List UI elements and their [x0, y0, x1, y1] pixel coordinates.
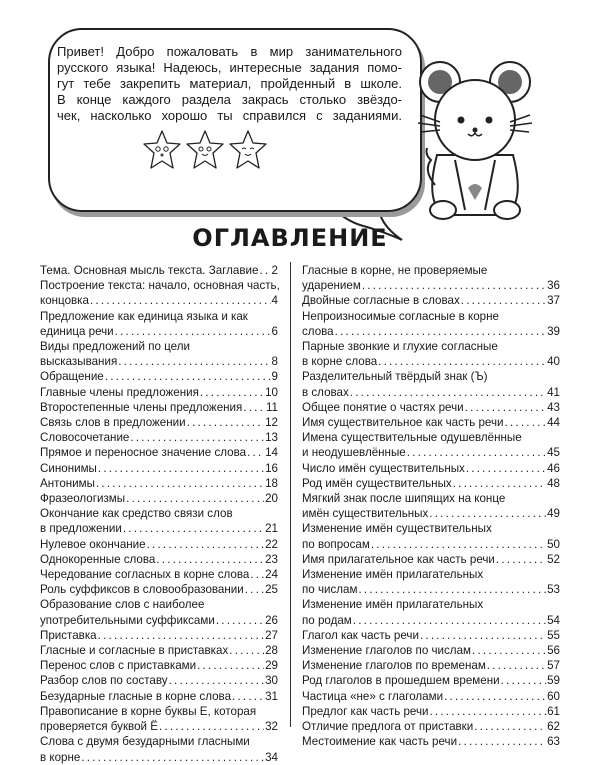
toc-entry[interactable] — [40, 278, 278, 308]
toc-entry[interactable] — [40, 628, 278, 643]
toc-entry-line — [302, 476, 560, 491]
toc-page-number: 54 — [547, 613, 560, 627]
star-icon — [187, 131, 223, 168]
toc-entry[interactable] — [302, 293, 560, 308]
column-divider — [290, 262, 291, 727]
dot-leader — [444, 689, 546, 704]
intro-line: русского языка! Надеюсь, интересные задания помо- — [57, 60, 402, 75]
toc-page-number: 10 — [265, 385, 278, 399]
toc-entry[interactable] — [302, 734, 560, 749]
toc-entry-line — [40, 658, 278, 673]
dot-leader — [98, 628, 264, 643]
toc-left-column — [40, 263, 278, 765]
toc-entry-line — [40, 734, 278, 749]
toc-entry-title: Разбор слов по составу — [40, 674, 168, 688]
toc-entry-line — [40, 750, 278, 765]
dot-leader — [105, 369, 271, 384]
toc-entry-line — [302, 263, 560, 278]
toc-page-number: 14 — [265, 446, 278, 460]
toc-page-number: 49 — [547, 507, 560, 521]
toc-entry-line — [40, 567, 278, 582]
dot-leader — [466, 461, 546, 476]
toc-entry[interactable] — [302, 658, 560, 673]
toc-entry-title: Нулевое окончание — [40, 537, 146, 551]
dot-leader — [187, 415, 264, 430]
toc-entry-title: Чередование согласных в корне слова — [40, 568, 250, 582]
toc-entry-line — [302, 461, 560, 476]
toc-entry-title: Имя существительное как часть речи — [302, 416, 504, 430]
toc-entry-title: Предложение как единица языка и как — [40, 309, 248, 323]
toc-entry[interactable] — [40, 400, 278, 415]
dot-leader — [98, 461, 264, 476]
toc-entry-title: Имя прилагательное как часть речи — [302, 552, 495, 566]
dot-leader — [156, 552, 264, 567]
toc-entry-title: Антонимы — [40, 476, 95, 490]
toc-entry[interactable] — [302, 369, 560, 399]
toc-entry[interactable] — [302, 597, 560, 627]
toc-entry-line — [302, 597, 560, 612]
toc-page-number: 57 — [547, 659, 560, 673]
toc-entry[interactable] — [40, 567, 278, 582]
toc-page-number: 24 — [265, 568, 278, 582]
toc-entry[interactable] — [40, 689, 278, 704]
toc-entry[interactable] — [40, 385, 278, 400]
toc-entry[interactable] — [40, 339, 278, 369]
toc-entry-line — [40, 278, 278, 293]
toc-entry[interactable] — [40, 491, 278, 506]
toc-entry[interactable] — [302, 567, 560, 597]
dot-leader — [496, 552, 546, 567]
toc-entry-title: по родам — [302, 613, 352, 627]
toc-entry-title: Отличие предлога от приставки — [302, 720, 474, 734]
toc-page-number: 27 — [265, 628, 278, 642]
toc-entry-title: Изменение имён прилагательных — [302, 598, 484, 612]
toc-entry-line — [40, 628, 278, 643]
toc-entry-line — [40, 643, 278, 658]
toc-page-number: 60 — [547, 689, 560, 703]
toc-entry-title: Изменение глаголов по временам — [302, 659, 486, 673]
toc-entry-title: Прямое и переносное значение слова — [40, 446, 247, 460]
toc-page-number: 40 — [547, 355, 560, 369]
toc-page-number: 21 — [265, 522, 278, 536]
toc-page-number: 36 — [547, 279, 560, 293]
toc-page-number: 62 — [547, 720, 560, 734]
toc-entry-line — [40, 309, 278, 324]
toc-entry-line — [40, 582, 278, 597]
toc-entry[interactable] — [302, 309, 560, 339]
toc-entry-line — [302, 415, 560, 430]
toc-page-number: 12 — [265, 416, 278, 430]
dot-leader — [353, 613, 546, 628]
toc-page-number: 32 — [265, 720, 278, 734]
toc-page-number: 63 — [547, 735, 560, 749]
dot-leader — [259, 263, 270, 278]
toc-entry-title: высказывания — [40, 355, 118, 369]
toc-entry-title: имён существительных — [302, 507, 429, 521]
toc-page-number: 56 — [547, 644, 560, 658]
intro-text — [57, 44, 402, 124]
mouse-illustration — [415, 60, 535, 225]
toc-entry-title: Образование слов с наиболее — [40, 598, 205, 612]
toc-entry-line — [302, 704, 560, 719]
dot-leader — [197, 658, 264, 673]
rating-stars — [142, 128, 267, 174]
dot-leader — [378, 354, 546, 369]
toc-entry-title: Правописание в корне буквы Е, которая — [40, 704, 257, 718]
toc-page-number: 50 — [547, 537, 560, 551]
dot-leader — [362, 278, 546, 293]
toc-entry-line — [302, 506, 560, 521]
dot-leader — [232, 689, 264, 704]
toc-entry-title: Частица «не» с глаголами — [302, 689, 444, 703]
toc-page-number: 43 — [547, 400, 560, 414]
toc-page-number: 2 — [271, 264, 278, 277]
dot-leader — [130, 430, 264, 445]
toc-page-number: 39 — [547, 324, 560, 338]
toc-entry-line — [302, 643, 560, 658]
toc-entry-line — [302, 430, 560, 445]
toc-entry-title: Имена существительные одушевлённые — [302, 431, 522, 445]
toc-entry[interactable] — [40, 537, 278, 552]
toc-entry-title: Число имён существительных — [302, 461, 465, 475]
dot-leader — [472, 643, 546, 658]
toc-entry-title: Предлог как часть речи — [302, 704, 429, 718]
toc-entry-line — [40, 689, 278, 704]
toc-entry-title: Общее понятие о частях речи — [302, 400, 464, 414]
toc-entry-line — [40, 704, 278, 719]
toc-page-number: 8 — [271, 355, 278, 369]
toc-entry-line — [40, 354, 278, 369]
toc-entry-title: и неодушевлённые — [302, 446, 406, 460]
toc-entry-line — [302, 719, 560, 734]
toc-entry-line — [40, 719, 278, 734]
toc-entry-line — [302, 567, 560, 582]
dot-leader — [81, 750, 264, 765]
toc-entry-line — [302, 658, 560, 673]
toc-page-number: 55 — [547, 628, 560, 642]
toc-entry-line — [40, 537, 278, 552]
toc-entry-line — [40, 521, 278, 536]
dot-leader — [371, 537, 546, 552]
toc-entry-line — [40, 552, 278, 567]
toc-page-number: 44 — [547, 416, 560, 430]
toc-entry-title: Гласные в корне, не проверяемые — [302, 264, 488, 277]
toc-entry-line — [40, 400, 278, 415]
toc-entry-line — [40, 385, 278, 400]
intro-line: Привет! Добро пожаловать в мир занимательного — [57, 44, 402, 59]
toc-entry[interactable] — [40, 263, 278, 278]
toc-entry[interactable] — [302, 521, 560, 551]
dot-leader — [461, 293, 546, 308]
intro-line: В конце каждого раздела закрась столько звёздо- — [57, 92, 402, 107]
dot-leader — [126, 491, 264, 506]
toc-entry[interactable] — [302, 263, 560, 293]
toc-page-number: 59 — [547, 674, 560, 688]
toc-entry-line — [40, 476, 278, 491]
toc-entry-title: Род глаголов в прошедшем времени — [302, 674, 500, 688]
toc-entry-line — [40, 597, 278, 612]
toc-entry[interactable] — [302, 719, 560, 734]
toc-page-number: 31 — [265, 689, 278, 703]
toc-page-number: 34 — [265, 750, 278, 764]
toc-entry-title: в предложении — [40, 522, 122, 536]
toc-page-number: 18 — [265, 476, 278, 490]
toc-entry[interactable] — [40, 597, 278, 627]
dot-leader — [90, 293, 271, 308]
dot-leader — [420, 628, 546, 643]
dot-leader — [123, 521, 264, 536]
toc-entry-title: Однокоренные слова — [40, 552, 156, 566]
toc-entry[interactable] — [302, 552, 560, 567]
toc-entry-line — [40, 263, 278, 278]
toc-page-number: 52 — [547, 552, 560, 566]
dot-leader — [245, 582, 264, 597]
toc-entry-title: Словосочетание — [40, 431, 130, 445]
toc-entry-title: Глагол как часть речи — [302, 628, 419, 642]
toc-entry[interactable] — [302, 415, 560, 430]
toc-entry[interactable] — [40, 369, 278, 384]
toc-entry-line — [40, 430, 278, 445]
toc-entry[interactable] — [40, 673, 278, 688]
toc-entry-line — [302, 354, 560, 369]
toc-entry-line — [302, 400, 560, 415]
dot-leader — [505, 415, 547, 430]
dot-leader — [216, 613, 264, 628]
dot-leader — [159, 719, 264, 734]
toc-entry-title: Род имён существительных — [302, 476, 452, 490]
dot-leader — [350, 385, 546, 400]
toc-entry-title: по вопросам — [302, 537, 370, 551]
toc-entry-title: Разделительный твёрдый знак (Ъ) — [302, 370, 488, 384]
toc-entry-title: употребительными суффиксами — [40, 613, 215, 627]
toc-entry-title: Двойные согласные в словах — [302, 294, 460, 308]
toc-entry-title: Изменение имён прилагательных — [302, 568, 484, 582]
toc-entry-line — [302, 491, 560, 506]
toc-entry[interactable] — [302, 461, 560, 476]
toc-entry[interactable] — [302, 400, 560, 415]
toc-entry[interactable] — [40, 704, 278, 734]
dot-leader — [115, 324, 271, 339]
toc-entry[interactable] — [40, 415, 278, 430]
toc-entry-line — [302, 278, 560, 293]
toc-entry-line — [302, 385, 560, 400]
toc-page-number: 41 — [547, 385, 560, 399]
intro-line: чек, насколько хорошо ты справился с заданиями. — [57, 108, 402, 123]
toc-entry-title: Приставка — [40, 628, 97, 642]
toc-page-number: 48 — [547, 476, 560, 490]
toc-entry-title: Роль суффиксов в словообразовании — [40, 583, 244, 597]
toc-entry-title: Тема. Основная мысль текста. Заглавие — [40, 264, 259, 277]
toc-entry-title: Виды предложений по цели — [40, 340, 190, 354]
toc-entry[interactable] — [302, 476, 560, 491]
toc-entry-title: Непроизносимые согласные в корне — [302, 309, 499, 323]
toc-page-number: 13 — [265, 431, 278, 445]
toc-entry-line — [302, 734, 560, 749]
dot-leader — [358, 582, 546, 597]
toc-entry[interactable] — [302, 430, 560, 460]
toc-page-number: 29 — [265, 659, 278, 673]
toc-entry-title: концовка — [40, 294, 89, 308]
toc-entry-title: в корне — [40, 750, 81, 764]
toc-entry-line — [302, 521, 560, 536]
toc-entry[interactable] — [40, 643, 278, 658]
toc-page-number: 11 — [265, 400, 278, 414]
star-icon — [144, 131, 180, 168]
toc-entry-title: Местоимение как часть речи — [302, 735, 458, 749]
toc-entry-line — [40, 445, 278, 460]
toc-entry-line — [302, 582, 560, 597]
toc-entry[interactable] — [40, 552, 278, 567]
toc-entry-title: Синонимы — [40, 461, 97, 475]
toc-entry-title: Второстепенные члены предложения — [40, 400, 243, 414]
page-title: ОГЛАВЛЕНИЕ — [192, 224, 388, 252]
dot-leader — [458, 734, 546, 749]
toc-entry-title: слова — [302, 324, 334, 338]
toc-entry-line — [40, 339, 278, 354]
toc-right-column — [302, 263, 560, 750]
toc-entry[interactable] — [302, 704, 560, 719]
toc-entry[interactable] — [40, 461, 278, 476]
toc-entry-line — [40, 461, 278, 476]
toc-entry-line — [302, 324, 560, 339]
toc-entry[interactable] — [40, 506, 278, 536]
toc-entry-title: в словах — [302, 385, 349, 399]
toc-entry[interactable] — [40, 445, 278, 460]
toc-entry-line — [302, 293, 560, 308]
toc-entry-title: Гласные и согласные в приставках — [40, 644, 229, 658]
toc-entry-title: Безударные гласные в корне слова — [40, 689, 232, 703]
toc-page-number: 16 — [265, 461, 278, 475]
toc-entry-line — [40, 293, 278, 308]
dot-leader — [229, 643, 264, 658]
toc-page-number: 61 — [547, 704, 560, 718]
dot-leader — [429, 506, 546, 521]
toc-entry[interactable] — [40, 430, 278, 445]
intro-line: гут тебе закрепить материал, пройденный в школе. — [57, 76, 402, 91]
dot-leader — [250, 567, 264, 582]
toc-page-number: 25 — [265, 583, 278, 597]
toc-entry-title: по числам — [302, 583, 358, 597]
toc-page-number: 4 — [271, 294, 278, 308]
toc-page-number: 23 — [265, 552, 278, 566]
toc-entry-title: Изменение имён существительных — [302, 522, 492, 536]
toc-entry-line — [40, 491, 278, 506]
dot-leader — [147, 537, 265, 552]
toc-entry-title: Окончание как средство связи слов — [40, 507, 233, 521]
toc-page-number: 22 — [265, 537, 278, 551]
toc-page-number: 26 — [265, 613, 278, 627]
toc-entry-line — [40, 613, 278, 628]
toc-page-number: 28 — [265, 644, 278, 658]
dot-leader — [335, 324, 546, 339]
toc-entry[interactable] — [302, 689, 560, 704]
toc-page-number: 53 — [547, 583, 560, 597]
toc-page-number: 6 — [271, 324, 278, 338]
toc-page-number: 20 — [265, 492, 278, 506]
toc-entry[interactable] — [40, 658, 278, 673]
toc-entry-line — [302, 689, 560, 704]
toc-entry-title: Главные члены предложения — [40, 385, 199, 399]
toc-entry-title: Парные звонкие и глухие согласные — [302, 340, 498, 354]
toc-entry[interactable] — [302, 628, 560, 643]
toc-entry-line — [40, 673, 278, 688]
dot-leader — [200, 385, 264, 400]
toc-entry-line — [40, 324, 278, 339]
dot-leader — [501, 673, 547, 688]
toc-entry-line — [302, 552, 560, 567]
toc-entry-title: в корне слова — [302, 355, 378, 369]
dot-leader — [429, 704, 546, 719]
dot-leader — [247, 445, 264, 460]
dot-leader — [96, 476, 264, 491]
dot-leader — [243, 400, 265, 415]
toc-page-number: 45 — [547, 446, 560, 460]
toc-entry[interactable] — [302, 673, 560, 688]
toc-entry-line — [302, 369, 560, 384]
toc-entry-line — [302, 339, 560, 354]
toc-entry-title: Связь слов в предложении — [40, 416, 186, 430]
toc-page-number: 46 — [547, 461, 560, 475]
toc-entry-line — [302, 537, 560, 552]
toc-entry[interactable] — [40, 582, 278, 597]
toc-entry-line — [40, 369, 278, 384]
toc-entry-title: проверяется буквой Ё — [40, 720, 158, 734]
toc-entry[interactable] — [302, 339, 560, 369]
toc-entry-title: единица речи — [40, 324, 114, 338]
toc-page-number: 30 — [265, 674, 278, 688]
toc-entry-title: Мягкий знак после шипящих на конце — [302, 492, 506, 506]
toc-entry-title: Слова с двумя безударными гласными — [40, 735, 250, 749]
toc-entry-line — [302, 673, 560, 688]
dot-leader — [169, 673, 265, 688]
toc-entry-title: Фразеологизмы — [40, 492, 126, 506]
toc-entry-title: ударением — [302, 279, 361, 293]
dot-leader — [407, 445, 546, 460]
toc-entry[interactable] — [302, 491, 560, 521]
dot-leader — [487, 658, 546, 673]
dot-leader — [474, 719, 546, 734]
toc-entry[interactable] — [302, 643, 560, 658]
toc-entry-title: Изменение глаголов по числам — [302, 644, 471, 658]
toc-page-number: 9 — [271, 370, 278, 384]
star-icon — [230, 131, 266, 168]
toc-entry-line — [302, 445, 560, 460]
dot-leader — [465, 400, 546, 415]
toc-entry-line — [302, 613, 560, 628]
toc-entry-line — [302, 309, 560, 324]
toc-entry[interactable] — [40, 476, 278, 491]
toc-entry-line — [302, 628, 560, 643]
toc-entry-line — [40, 506, 278, 521]
toc-entry-title: Перенос слов с приставками — [40, 659, 197, 673]
toc-entry-line — [40, 415, 278, 430]
dot-leader — [118, 354, 270, 369]
toc-page-number: 37 — [547, 294, 560, 308]
dot-leader — [453, 476, 546, 491]
toc-entry[interactable] — [40, 309, 278, 339]
toc-entry-title: Обращение — [40, 370, 104, 384]
toc-entry-title: Построение текста: начало, основная часть, — [40, 279, 280, 293]
